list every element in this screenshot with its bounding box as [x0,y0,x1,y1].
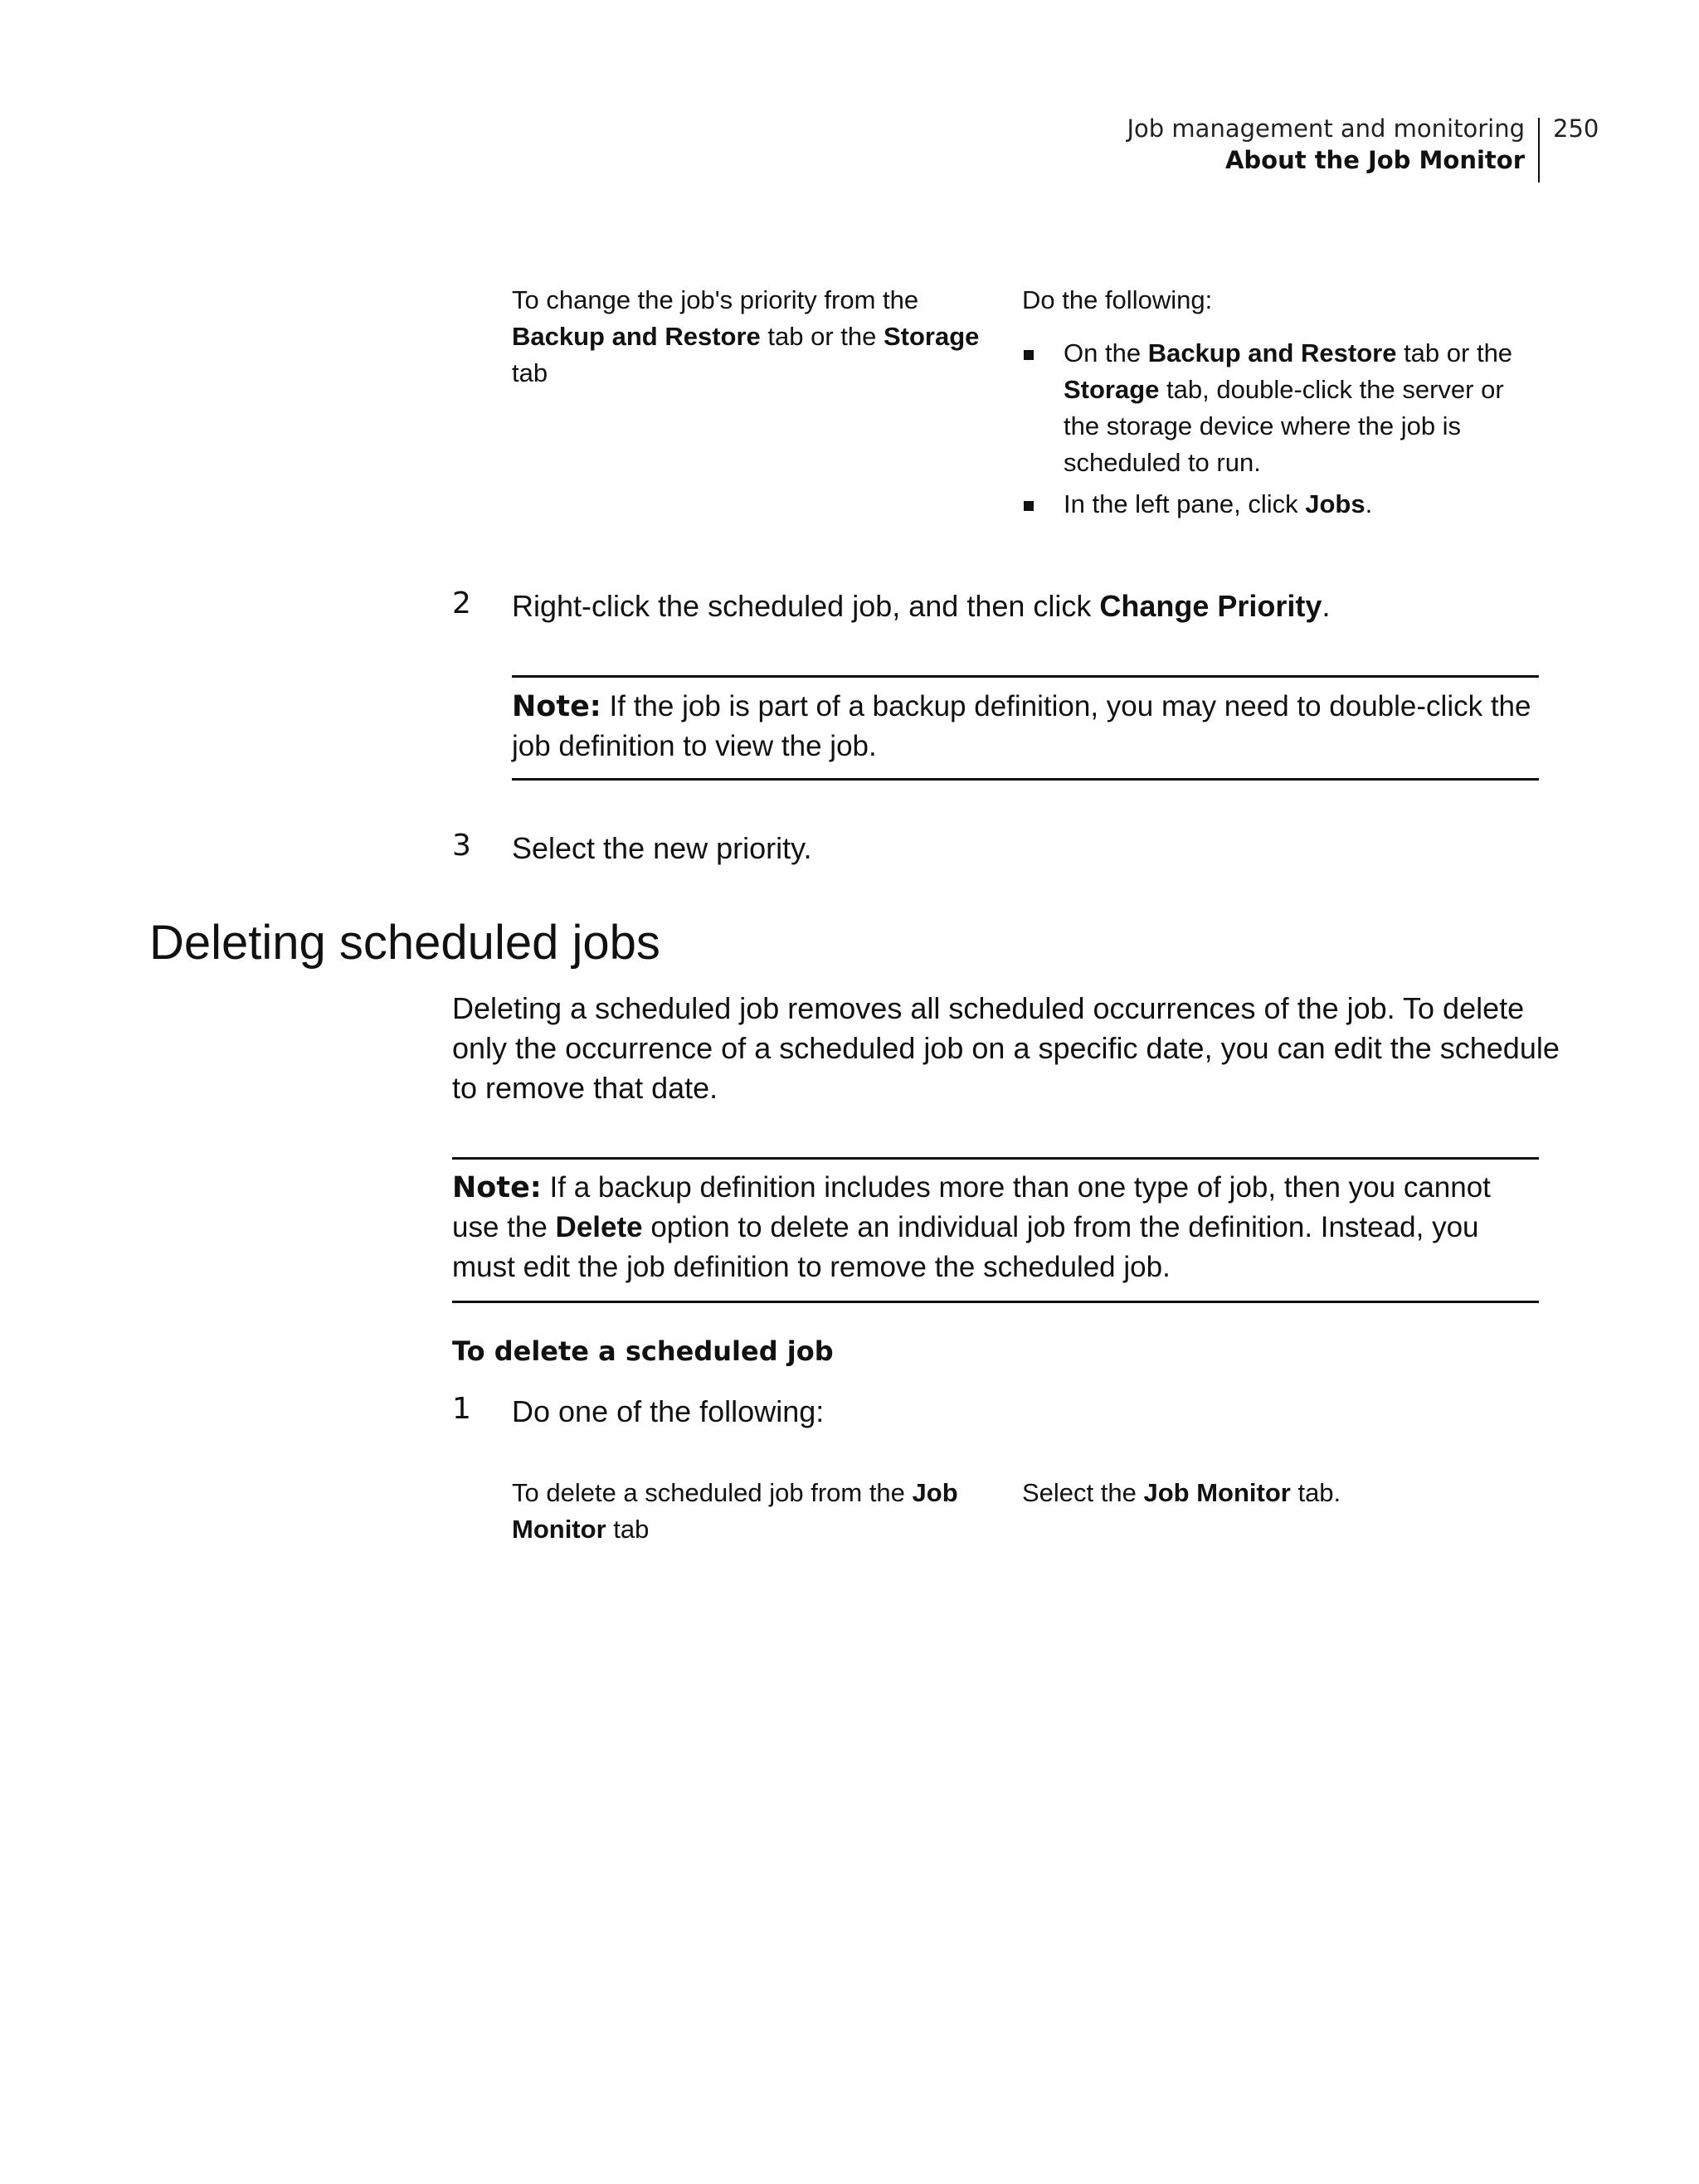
body-paragraph: Deleting a scheduled job removes all scheduled occurrences of the job. To delete only the occurrence of a scheduled job on a specific date, you can edit the schedule to remove that date. [452,991,1560,1105]
note-top-rule [512,675,1539,678]
note-top-rule [452,1157,1539,1160]
table1-left-line1: To change the job's priority from the [512,285,919,314]
step-number: 3 [452,829,471,863]
note-box: Note: If the job is part of a backup definition, you may need to double-click the job definition to view the job. [512,690,1531,762]
step-number: 2 [452,586,471,620]
running-header-section: About the Job Monitor [1224,146,1525,174]
note-label: Note: [512,690,601,723]
step-number: 1 [452,1392,471,1426]
note-bottom-rule [452,1301,1539,1303]
header-divider [1538,118,1540,182]
page-number: 250 [1553,114,1599,143]
table1-left-cell [512,282,1010,392]
table1-left-line2: Backup and Restore tab or the Storage [512,322,980,351]
bullet-marker [1024,350,1034,360]
section-heading: Deleting scheduled jobs [149,916,660,970]
table1-bullet2: In the left pane, click Jobs. [1064,489,1373,518]
note-box: Note: If a backup definition includes more than one type of job, then you cannot use the Delete option to delete an individual job from the definition. Instead, you must edit the job definition to remove the scheduled job. [452,1171,1491,1283]
table1-bullet1: On the Backup and Restore tab or the Storage tab, double-click the server or the storage device where the job is scheduled to run. [1064,338,1513,477]
bullet-marker [1024,501,1034,511]
note-label: Note: [452,1171,542,1204]
running-header-chapter: Job management and monitoring [1127,114,1525,143]
step-text: Right-click the scheduled job, and then click Change Priority. [512,589,1331,623]
table1-left-line3: tab [512,358,548,387]
table2-left-cell: To delete a scheduled job from the Job Monitor tab [512,1478,958,1544]
table2-right-cell: Select the Job Monitor tab. [1022,1478,1341,1507]
step-text: Select the new priority. [512,831,812,865]
table1-right-intro: Do the following: [1022,285,1213,314]
procedure-heading: To delete a scheduled job [452,1335,834,1367]
step-text: Do one of the following: [512,1394,825,1428]
note-bottom-rule [512,778,1539,781]
